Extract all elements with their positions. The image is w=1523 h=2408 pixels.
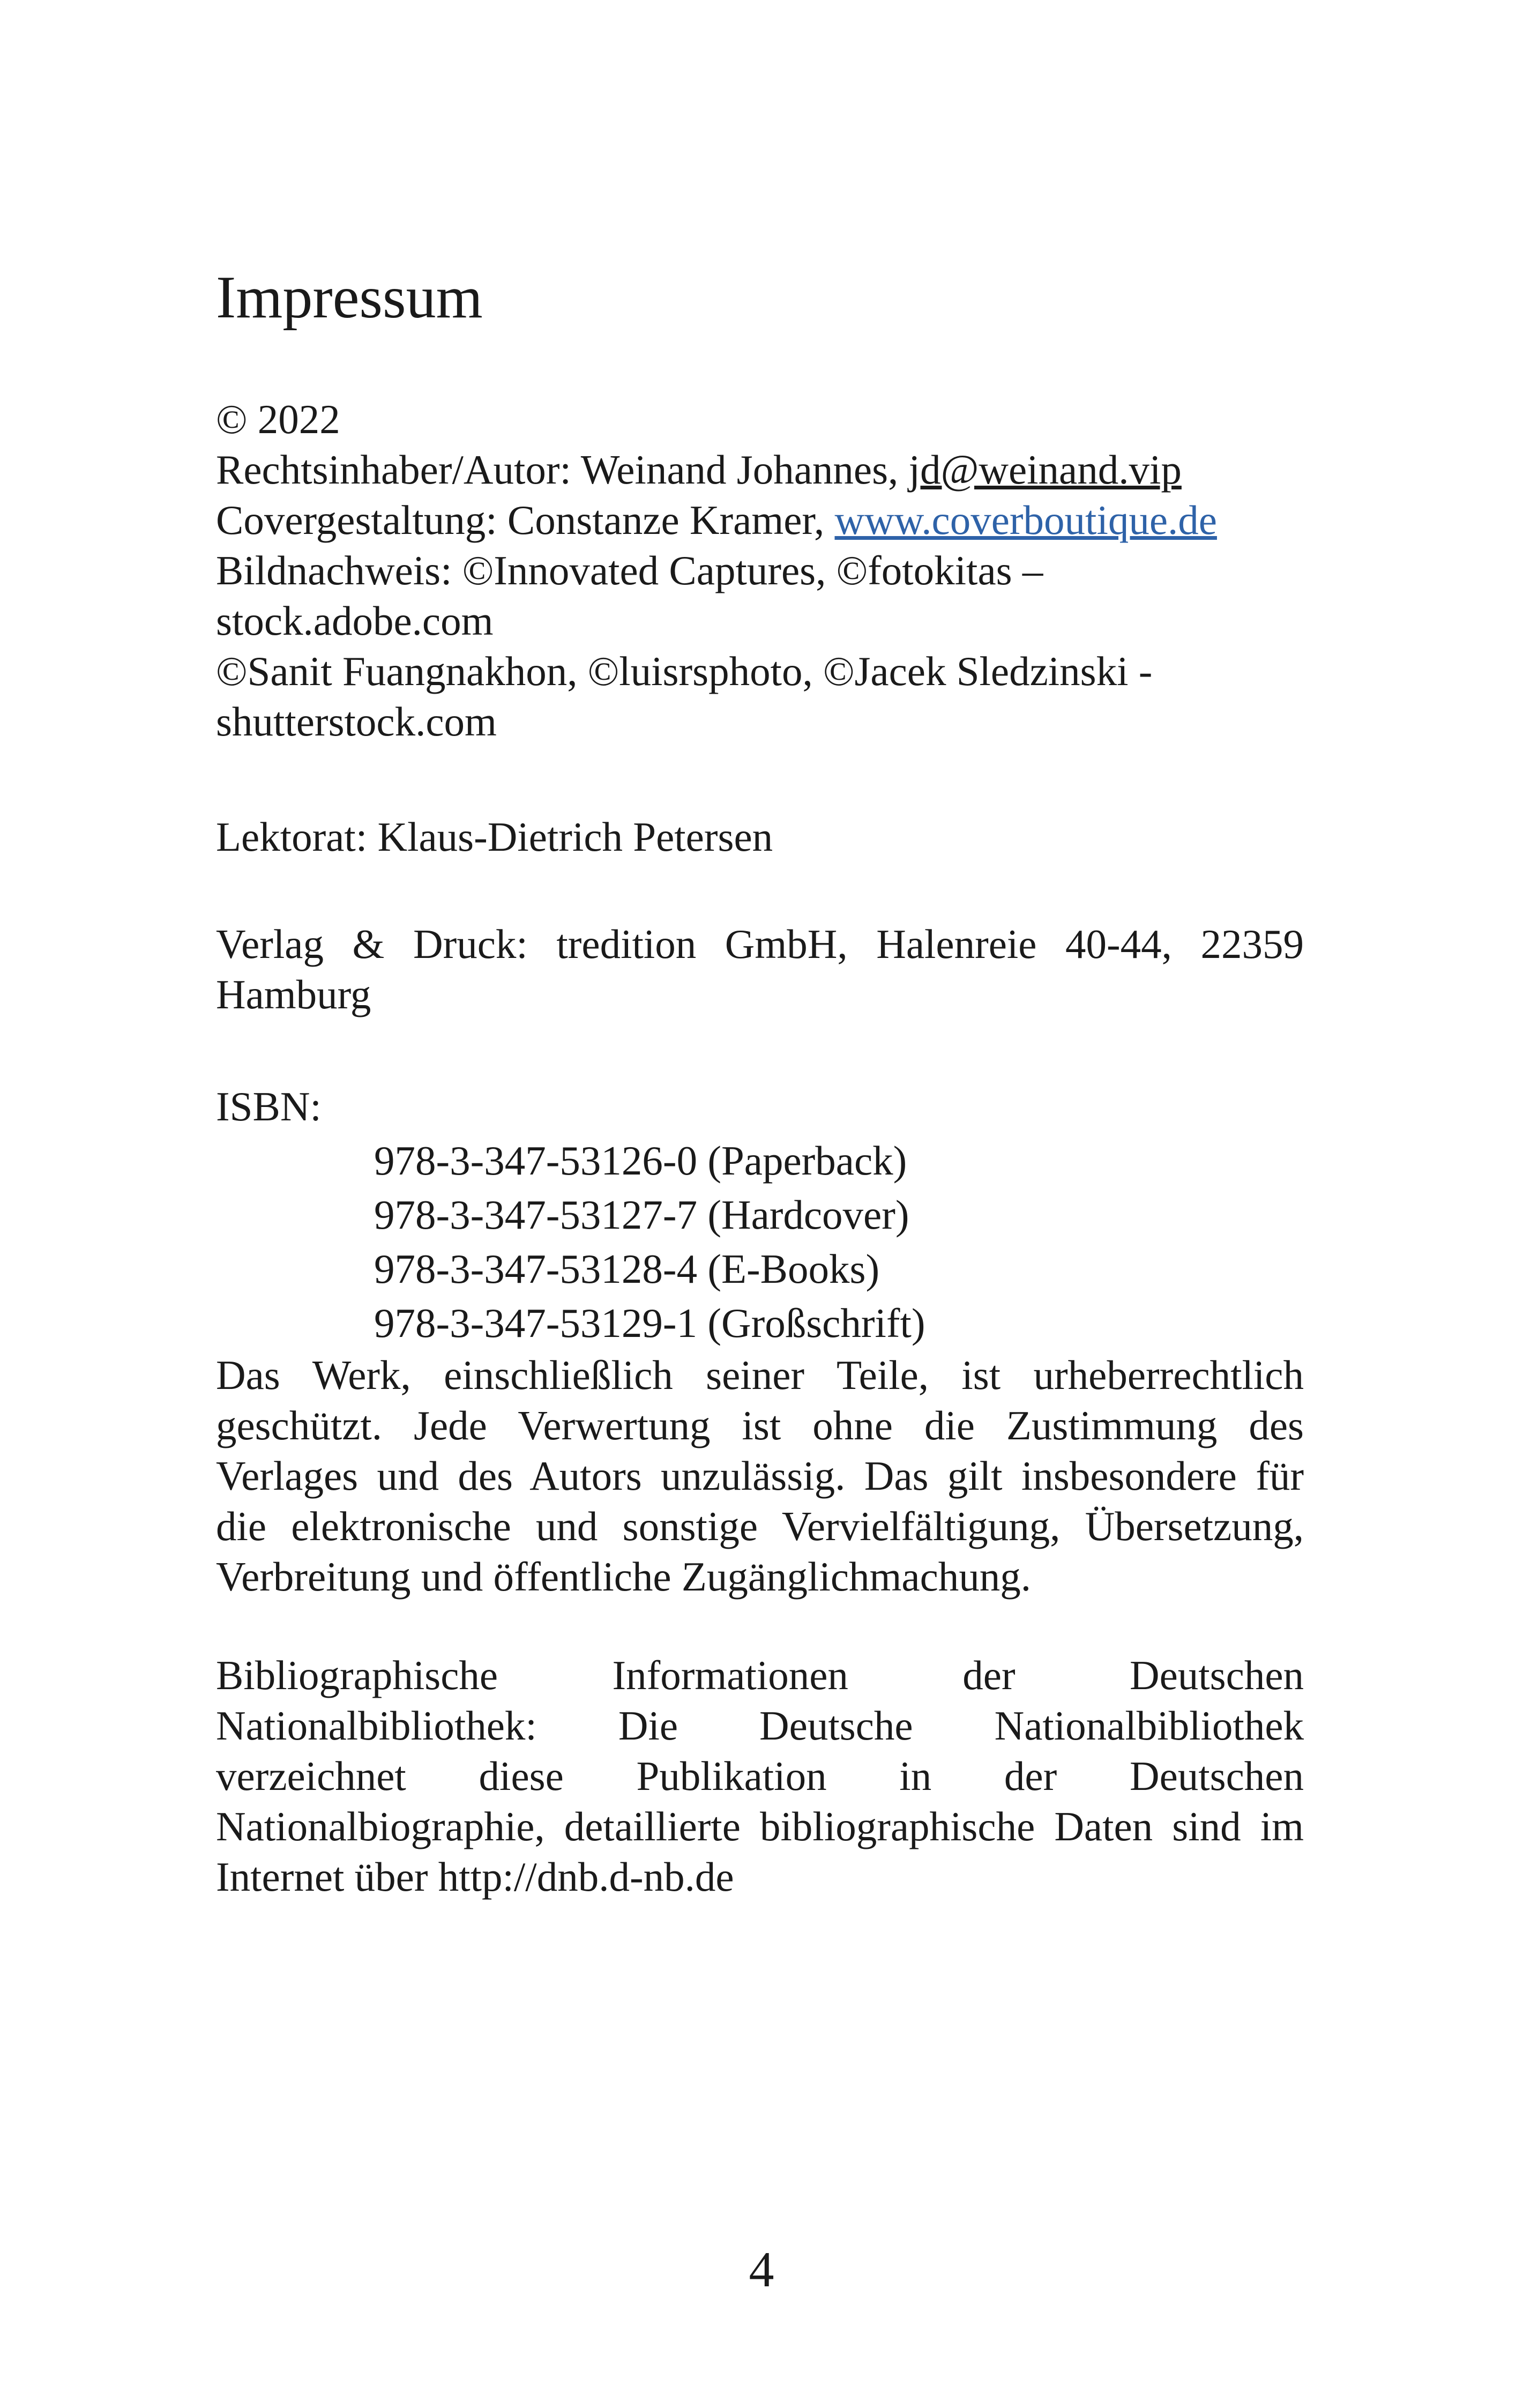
- rights-holder-line: [216, 444, 1304, 495]
- bibliography-line: Nationalbiographie, detaillierte bibliographische Daten sind im: [216, 1803, 1304, 1849]
- bibliography-line: Nationalbibliothek: Die Deutsche Nationalbibliothek: [216, 1703, 1304, 1749]
- editor-line: Lektorat: Klaus-Dietrich Petersen: [216, 814, 773, 860]
- page-number: 4: [749, 2242, 774, 2298]
- image-credits-line-2: stock.adobe.com: [216, 598, 494, 644]
- isbn-large-print: 978-3-347-53129-1 (Großschrift): [374, 1300, 925, 1346]
- cover-design-line: [216, 495, 1304, 545]
- copyright-year: © 2022: [216, 396, 340, 442]
- copyright-notice-line: die elektronische und sonstige Vervielfältigung, Übersetzung,: [216, 1503, 1304, 1549]
- isbn-paperback: 978-3-347-53126-0 (Paperback): [374, 1138, 907, 1184]
- isbn-ebooks: 978-3-347-53128-4 (E-Books): [374, 1246, 880, 1292]
- image-credits-line-1: Bildnachweis: ©Innovated Captures, ©fotokitas –: [216, 547, 1043, 593]
- rights-holder-label: Rechtsinhaber/Autor: Weinand Johannes,: [216, 447, 909, 493]
- copyright-notice-line: Verbreitung und öffentliche Zugänglichmachung.: [216, 1554, 1032, 1600]
- copyright-notice-line: geschützt. Jede Verwertung ist ohne die Zustimmung des: [216, 1402, 1304, 1448]
- copyright-notice-line: Das Werk, einschließlich seiner Teile, ist urheberrechtlich: [216, 1352, 1304, 1398]
- coverboutique-link[interactable]: www.coverboutique.de: [834, 497, 1217, 543]
- bibliography-notice: [216, 1650, 1304, 1902]
- cover-design-label: Covergestaltung: Constanze Kramer,: [216, 497, 835, 543]
- publisher-line-2: Hamburg: [216, 971, 371, 1017]
- author-email-link[interactable]: jd@weinand.vip: [908, 447, 1182, 493]
- copyright-notice-line: Verlages und des Autors unzulässig. Das gilt insbesondere für: [216, 1453, 1304, 1499]
- bibliography-line: Bibliographische Informationen der Deutschen: [216, 1652, 1304, 1698]
- publisher-line-1: Verlag & Druck: tredition GmbH, Halenreie 40-44, 22359: [216, 921, 1304, 967]
- image-credits-line-4: shutterstock.com: [216, 698, 497, 745]
- bibliography-line: Internet über http://dnb.d-nb.de: [216, 1854, 734, 1900]
- copyright-notice: [216, 1350, 1304, 1602]
- isbn-hardcover: 978-3-347-53127-7 (Hardcover): [374, 1192, 909, 1238]
- isbn-label: ISBN:: [216, 1083, 322, 1129]
- page-title: Impressum: [216, 264, 483, 331]
- isbn-block: [216, 1080, 1304, 1350]
- image-credits-line-3: ©Sanit Fuangnakhon, ©luisrsphoto, ©Jacek Sledzinski -: [216, 648, 1153, 694]
- bibliography-line: verzeichnet diese Publikation in der Deutschen: [216, 1753, 1304, 1799]
- rights-block: [216, 394, 1304, 747]
- publisher-block: [216, 919, 1304, 1020]
- editor-block: [216, 812, 1304, 862]
